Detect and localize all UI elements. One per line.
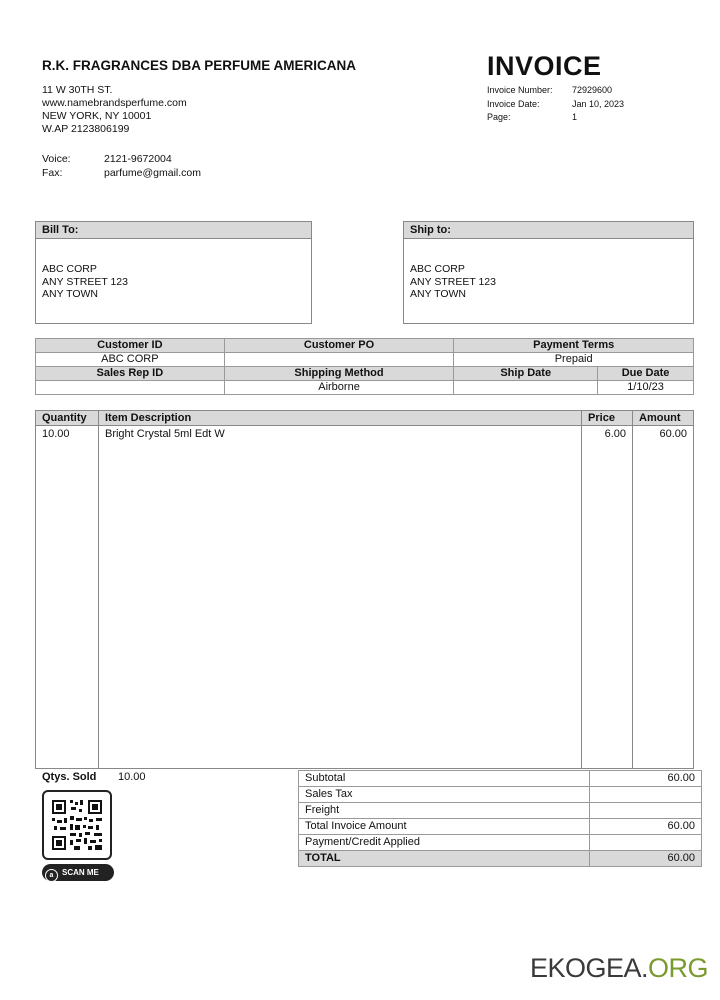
customer-id-value: ABC CORP [36, 353, 225, 367]
fax-label: Fax: [42, 167, 63, 179]
voice-value: 2121-9672004 [104, 153, 172, 165]
shipping-method-header: Shipping Method [224, 367, 454, 381]
payment-terms-header: Payment Terms [454, 339, 694, 353]
invoice-number: 72929600 [572, 85, 613, 95]
bill-to-line: ANY STREET 123 [42, 275, 128, 288]
company-address [42, 84, 187, 136]
customer-po-value [224, 353, 454, 367]
page-number: 1 [572, 112, 578, 122]
freight-label: Freight [299, 803, 590, 819]
ship-to-title: Ship to: [404, 222, 693, 239]
total-invoice-value: 60.00 [590, 819, 702, 835]
subtotal-value: 60.00 [590, 771, 702, 787]
item-quantity: 10.00 [42, 428, 70, 440]
total-label: TOTAL [299, 851, 590, 867]
shipping-method-value: Airborne [224, 381, 454, 395]
ship-date-header: Ship Date [454, 367, 598, 381]
ship-to-line: ABC CORP [410, 263, 465, 275]
page-label: Page: [487, 112, 511, 122]
address-line: NEW YORK, NY 10001 [42, 110, 152, 122]
fax-value: parfume@gmail.com [104, 167, 202, 179]
due-date-header: Due Date [598, 367, 694, 381]
item-description: Bright Crystal 5ml Edt W [98, 426, 581, 442]
bill-to-box [35, 221, 312, 324]
sales-rep-value [36, 381, 225, 395]
bill-to-title: Bill To: [36, 222, 311, 239]
address-line: 11 W 30TH ST. [42, 84, 113, 96]
bill-to-line: ANY TOWN [42, 288, 99, 300]
website-link[interactable]: www.namebrandsperfume.com [42, 97, 187, 109]
quantity-header: Quantity [36, 411, 99, 426]
table-blank-area [36, 441, 694, 769]
watermark-logo [530, 953, 708, 984]
invoice-meta [487, 84, 624, 125]
invoice-title: INVOICE [487, 51, 602, 81]
customer-po-header: Customer PO [224, 339, 454, 353]
total-value: 60.00 [590, 851, 702, 867]
payment-terms-value: Prepaid [454, 353, 694, 367]
address-line: W.AP 2123806199 [42, 123, 130, 135]
watermark-part2: ORG [647, 953, 708, 983]
invoice-date-label: Invoice Date: [487, 98, 540, 109]
total-invoice-label: Total Invoice Amount [299, 819, 590, 835]
subtotal-label: Subtotal [299, 771, 590, 787]
item-amount: 60.00 [633, 426, 694, 442]
item-price: 6.00 [582, 426, 633, 442]
ship-to-line: ANY TOWN [410, 288, 467, 300]
price-header: Price [582, 411, 633, 426]
voice-label: Voice: [42, 153, 71, 165]
totals-table [298, 770, 702, 867]
scan-me-badge[interactable] [42, 864, 114, 881]
due-date-value: 1/10/23 [598, 381, 694, 395]
bill-to-line: ABC CORP [42, 263, 97, 275]
customer-id-header: Customer ID [36, 339, 225, 353]
qr-code-icon [44, 792, 110, 858]
sales-tax-value [590, 787, 702, 803]
ship-to-line: ANY STREET 123 [410, 275, 496, 288]
amount-header: Amount [633, 411, 694, 426]
ship-to-box [403, 221, 694, 324]
qr-code[interactable] [42, 790, 112, 860]
qty-sold-label: Qtys. Sold [42, 771, 97, 783]
company-contact [42, 152, 201, 180]
company-name: R.K. FRAGRANCES DBA PERFUME AMERICANA [42, 58, 357, 73]
payment-credit-value [590, 835, 702, 851]
scan-me-label: SCAN ME [62, 868, 99, 877]
table-row [36, 426, 694, 442]
invoice-number-label: Invoice Number: [487, 85, 553, 95]
qty-sold-value: 10.00 [118, 771, 146, 783]
description-header: Item Description [98, 411, 581, 426]
scan-icon: a [45, 869, 58, 882]
payment-credit-label: Payment/Credit Applied [299, 835, 590, 851]
invoice-date: Jan 10, 2023 [572, 98, 625, 109]
sales-tax-label: Sales Tax [299, 787, 590, 803]
items-table [35, 410, 694, 769]
sales-rep-header: Sales Rep ID [36, 367, 225, 381]
watermark-part1: EKOGEA. [529, 953, 648, 983]
ship-date-value [454, 381, 598, 395]
order-info-table [35, 338, 694, 395]
freight-value [590, 803, 702, 819]
